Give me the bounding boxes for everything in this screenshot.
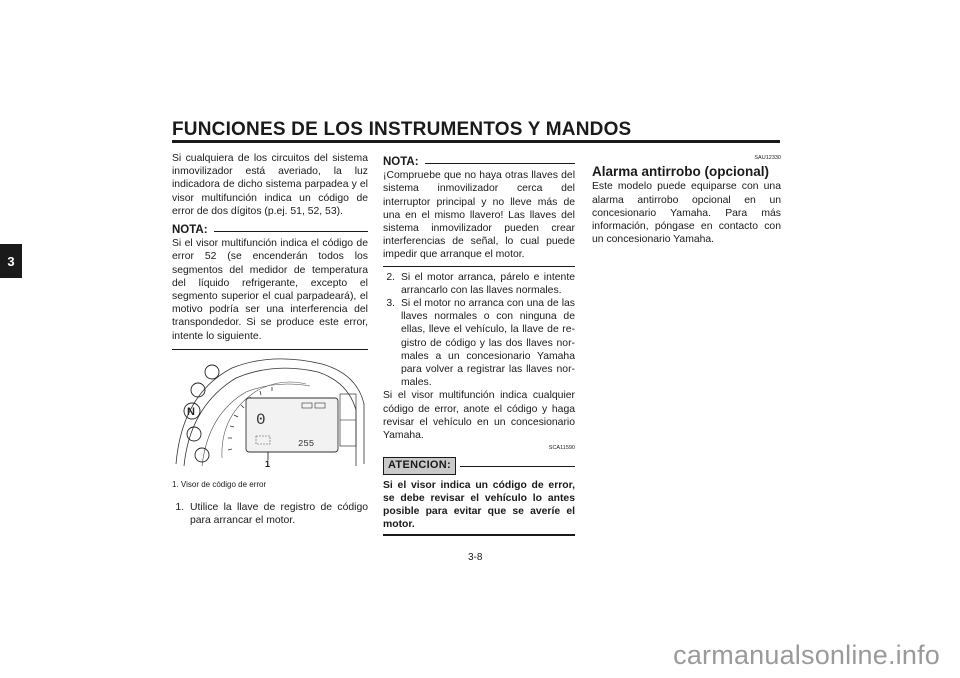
reference-code: SCA11590	[548, 445, 575, 452]
atencion-heading	[383, 457, 575, 474]
nota-label: NOTA:	[172, 224, 208, 237]
paragraph-error-code: Si el visor multifunción indica cualquier código de error, anote el código y haga revisar el vehículo en un concesionario Yamaha.	[383, 390, 575, 442]
nota-label-2: NOTA:	[383, 156, 419, 168]
nota-heading	[172, 224, 368, 237]
column-2	[383, 152, 575, 536]
page-header-title: FUNCIONES DE LOS INSTRUMENTOS Y MANDOS	[172, 119, 632, 140]
list-item-step-2	[383, 271, 575, 297]
svg-text:N: N	[187, 405, 195, 418]
atencion-end-rule	[383, 534, 575, 536]
column-1	[172, 152, 368, 527]
section-title-alarm: Alarma antirrobo (opcional)	[592, 164, 770, 180]
figure-callout-number: 1	[265, 458, 271, 469]
nota-heading-2	[383, 156, 575, 169]
atencion-text: Si el visor indica un código de error, se debe revisar el vehículo lo antes posible para evitar que se averíe el motor.	[383, 479, 575, 531]
paragraph-immobilizer-fault: Si cualquiera de los circuitos del sistema inmovilizador está averiado, la luz indicadora de dicho sistema parpadea y el visor multifunción indica un código de error de dos dígitos (p.ej. 51, 52, 53).	[172, 153, 368, 217]
nota-rule	[214, 231, 368, 232]
nota-rule-2	[425, 163, 575, 164]
page-number: 3-8	[468, 552, 483, 563]
header-rule	[172, 140, 780, 143]
atencion-label: ATENCION:	[383, 457, 456, 474]
step-1-text: Utilice la llave de registro de código para arrancar el motor.	[190, 502, 368, 527]
nota-end-rule-2	[383, 266, 575, 267]
figure-caption: 1. Visor de código de error	[172, 479, 267, 489]
nota-text: Si el visor multifunción indica el código de error 52 (se encenderán todos los segmentos del medidor de temperatura del líquido refrigerante, excepto el segmento superior el cual parpadeará), el motivo podría ser una interferencia del transpondedor. Si se produce este error, intente lo siguiente.	[172, 238, 368, 342]
list-item-step-1	[172, 501, 368, 527]
nota-text-2: ¡Compruebe que no haya otras llaves del sistema inmovilizador cerca del interruptor principal y no lleve más de una en el mismo llavero! Las llaves del sistema inmovilizador pueden crear interferencias de señal, lo cual puede impedir que arranque el motor.	[383, 170, 575, 261]
atencion-rule	[460, 466, 575, 467]
column-3	[592, 152, 781, 246]
step-1-number: 1.	[175, 502, 184, 514]
reference-code-3: SAU12330	[754, 155, 781, 161]
step-3-text: Si el motor no arranca con una de las llaves normales o con ninguna de ellas, lleve el vehículo, la llave de registro de código y las dos llaves normales a un concesionario Yamaha para volver a registrar las llaves normales.	[401, 298, 575, 389]
svg-text:0: 0	[256, 410, 266, 429]
chapter-tab: 3	[0, 244, 22, 278]
step-3-number: 3.	[386, 298, 395, 310]
step-2-text: Si el motor arranca, párelo e intente arrancarlo con las llaves normales.	[401, 271, 575, 296]
lcd-odometer-text: 255	[298, 438, 315, 449]
step-2-number: 2.	[386, 271, 395, 283]
paragraph-alarm: Este modelo puede equiparse con una alarma antirrobo opcional en un concesionario Yamaha. Para más información, póngase en contacto con un concesionario Yamaha.	[592, 181, 781, 246]
watermark-text: carmanualsonline.info	[673, 640, 940, 670]
nota-end-rule	[172, 349, 368, 350]
list-item-step-3	[383, 297, 575, 389]
instrument-cluster-figure	[172, 354, 368, 476]
